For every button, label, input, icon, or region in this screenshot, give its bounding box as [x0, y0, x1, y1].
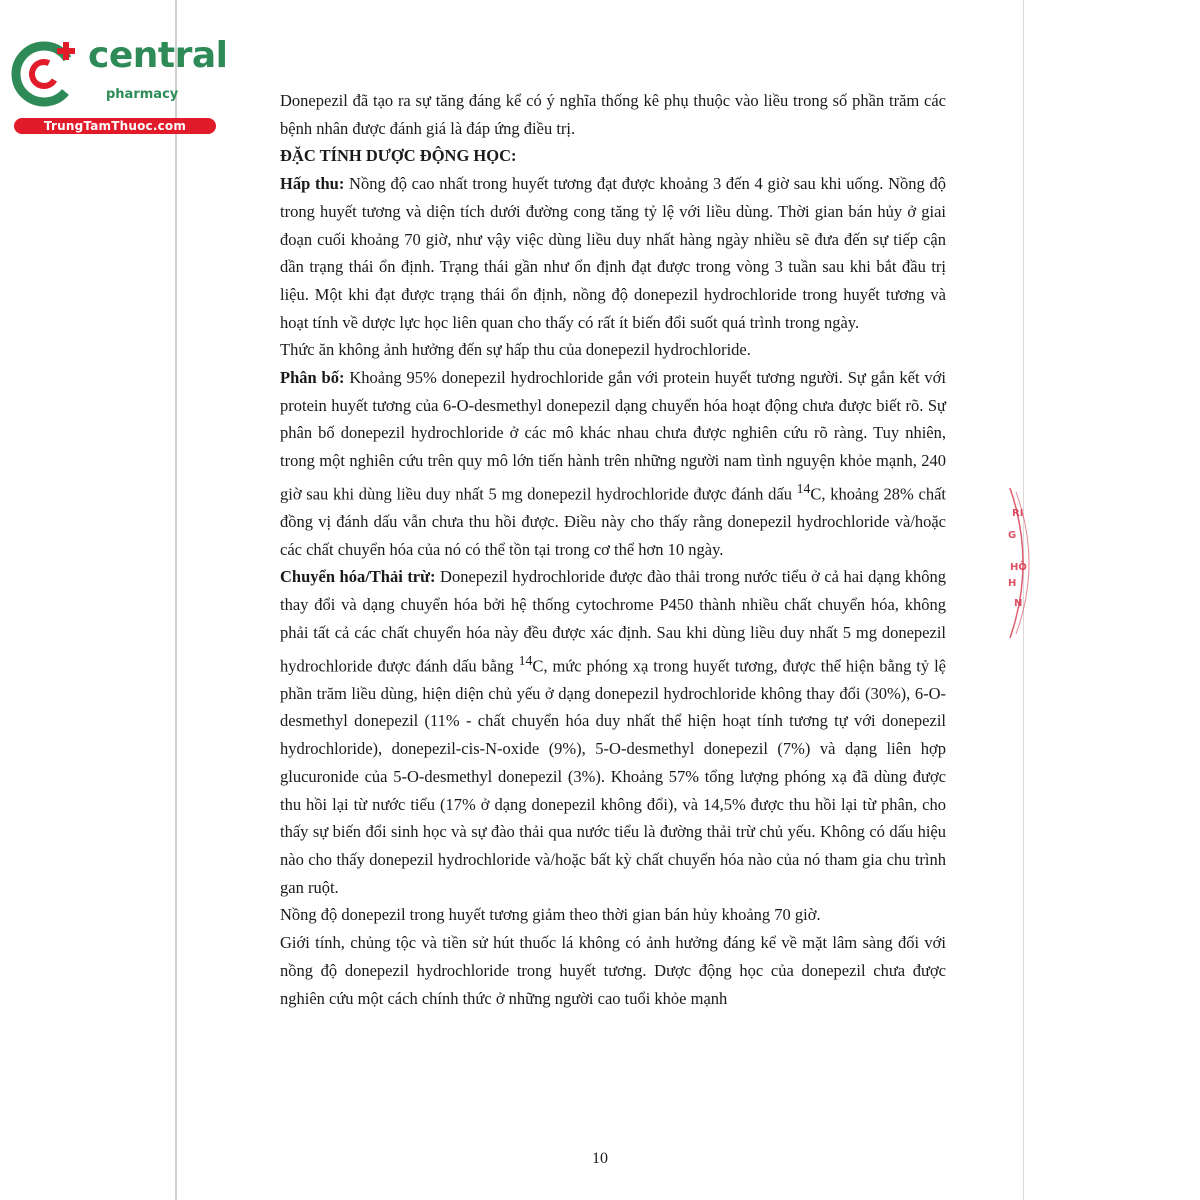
absorption-label: Hấp thu: [280, 174, 345, 194]
section-heading: ĐẶC TÍNH DƯỢC ĐỘNG HỌC: [280, 146, 517, 166]
distribution-text-2: C, khoảng 28% chất đồng vị đánh dấu vẫn chưa thu hồi được. Điều này cho thấy rằng donepezil hydrochloride và/hoặc các chất chuyển hóa của nó có thể tồn tại trong cơ thể hơn 10 ngày. [280, 484, 946, 559]
page-number: 10 [592, 1150, 608, 1167]
brand-name: central [88, 35, 228, 76]
half-life-paragraph: Nồng độ donepezil trong huyết tương giảm theo thời gian bán hủy khoảng 70 giờ. [280, 905, 821, 925]
metabolism-paragraph [280, 563, 946, 901]
metabolism-label: Chuyển hóa/Thải trừ: [280, 567, 436, 587]
document-body [280, 87, 946, 1012]
central-pharmacy-logo-icon [8, 36, 84, 112]
red-stamp-fragment [996, 478, 1036, 648]
intro-paragraph: Donepezil đã tạo ra sự tăng đáng kể có ý nghĩa thống kê phụ thuộc vào liều trong số phần trăm các bệnh nhân được đánh giá là đáp ứng điều trị. [280, 91, 946, 138]
distribution-text-1: Khoảng 95% donepezil hydrochloride gắn với protein huyết tương người. Sự gắn kết với protein huyết tương của 6-O-desmethyl donepezil dạng chuyển hóa hoạt động chưa được biết rõ. Sự phân bố donepezil hydrochloride ở các mô khác nhau chưa được nghiên cứu rõ ràng. Tuy nhiên, trong một nghiên cứu trên quy mô lớn tiến hành trên những người nam tình nguyện khỏe mạnh, 240 giờ sau khi dùng liều duy nhất 5 mg donepezil hydrochloride được đánh dấu [280, 368, 946, 504]
factors-paragraph: Giới tính, chủng tộc và tiền sử hút thuốc lá không có ảnh hưởng đáng kể về mặt lâm sàng đối với nồng độ donepezil hydrochloride trong huyết tương. Dược động học của donepezil chưa được nghiên cứu một cách chính thức ở những người cao tuổi khỏe mạnh [280, 933, 946, 1008]
distribution-paragraph [280, 364, 946, 563]
stamp-text-3: HÔ [1010, 562, 1027, 573]
metabolism-text-1: Donepezil hydrochloride được đào thải trong nước tiểu ở cả hai dạng không thay đổi và dạng chuyển hóa bởi hệ thống cytochrome P450 thành nhiều chất chuyển hóa, không phải tất cả các chất chuyển hóa này đều được xác định. Sau khi dùng liều duy nhất 5 mg donepezil hydrochloride được đánh dấu bằng [280, 567, 946, 676]
brand-banner: TrungTamThuoc.com [14, 118, 216, 134]
food-paragraph: Thức ăn không ảnh hưởng đến sự hấp thu của donepezil hydrochloride. [280, 340, 751, 360]
distribution-label: Phân bố: [280, 368, 345, 388]
stamp-text-2: G [1008, 530, 1017, 541]
metabolism-superscript: 14 [518, 652, 533, 668]
absorption-text: Nồng độ cao nhất trong huyết tương đạt được khoảng 3 đến 4 giờ sau khi uống. Nồng độ trong huyết tương và diện tích dưới đường cong tăng tỷ lệ với liều dùng. Thời gian bán hủy ở giai đoạn cuối khoảng 70 giờ, như vậy việc dùng liều duy nhất hàng ngày nhiều sẽ đưa đến sự tiếp cận dần trạng thái ổn định. Trạng thái gần như ổn định đạt được trong vòng 3 tuần sau khi bắt đầu trị liệu. Một khi đạt được trạng thái ổn định, nồng độ donepezil hydrochloride trong huyết tương và hoạt tính về dược lực học liên quan cho thấy có rất ít biến đổi suốt quá trình trong ngày. [280, 174, 946, 332]
stamp-text-4: H [1008, 578, 1017, 589]
absorption-paragraph [280, 170, 946, 336]
brand-logo[interactable] [8, 35, 228, 136]
metabolism-text-2: C, mức phóng xạ trong huyết tương, được thể hiện bằng tỷ lệ phần trăm liều dùng, hiện diện chủ yếu ở dạng donepezil hydrochloride không thay đổi (30%), 6-O-desmethyl donepezil (11% - chất chuyển hóa duy nhất thể hiện hoạt tính tương tự với donepezil hydrochloride), donepezil-cis-N-oxide (9%), 5-O-desmethyl donepezil (7%) và dạng liên hợp glucuronide của 5-O-desmethyl donepezil (3%). Khoảng 57% tổng lượng phóng xạ đã dùng được thu hồi lại từ nước tiểu (17% ở dạng donepezil không đổi), và 14,5% được thu hồi lại từ phân, cho thấy sự biến đổi sinh học và sự đào thải qua nước tiểu là đường thải trừ chủ yếu. Không có dấu hiệu nào cho thấy donepezil hydrochloride và/hoặc bất kỳ chất chuyển hóa nào của nó tham gia chu trình gan ruột. [280, 656, 946, 897]
stamp-text-1: RI [1012, 508, 1024, 519]
distribution-superscript: 14 [796, 480, 811, 496]
brand-subtitle: pharmacy [106, 87, 179, 102]
stamp-text-5: N [1014, 598, 1023, 609]
